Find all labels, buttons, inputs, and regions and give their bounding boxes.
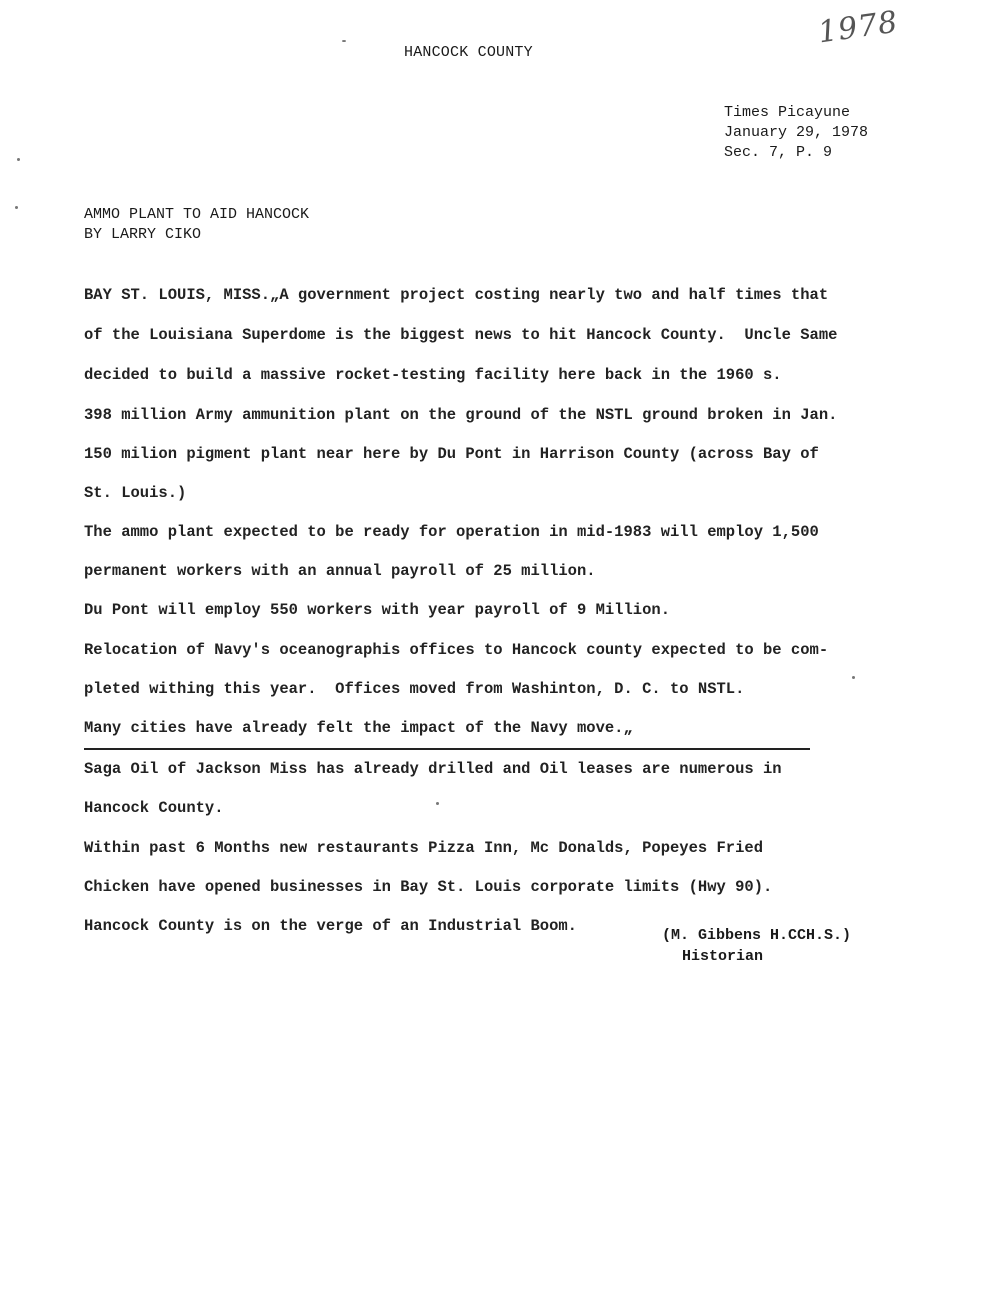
body-line: St. Louis.)	[84, 484, 187, 502]
body-line: Chicken have opened businesses in Bay St. Louis corporate limits (Hwy 90).	[84, 878, 773, 896]
body-line: The ammo plant expected to be ready for operation in mid-1983 will employ 1,500	[84, 523, 819, 541]
page-title: HANCOCK COUNTY	[404, 44, 533, 61]
article-byline: BY LARRY CIKO	[84, 226, 202, 243]
body-line: Within past 6 Months new restaurants Pizza Inn, Mc Donalds, Popeyes Fried	[84, 839, 764, 857]
body-line: Saga Oil of Jackson Miss has already drilled and Oil leases are numerous in	[84, 760, 782, 778]
body-line: Du Pont will employ 550 workers with year payroll of 9 Million.	[84, 601, 670, 619]
signature-name: (M. Gibbens H.CCH.S.)	[662, 927, 852, 944]
body-line: Many cities have already felt the impact of the Navy move.„	[84, 719, 633, 737]
body-line: Hancock County is on the verge of an Industrial Boom.	[84, 917, 577, 935]
body-line: pleted withing this year. Offices moved from Washinton, D. C. to NSTL.	[84, 680, 745, 698]
horizontal-rule	[84, 748, 810, 750]
body-line: BAY ST. LOUIS, MISS.„A government project costing nearly two and half times that	[84, 286, 829, 304]
body-line: decided to build a massive rocket-testing facility here back in the 1960 s.	[84, 366, 782, 384]
article-headline: AMMO PLANT TO AID HANCOCK	[84, 206, 310, 223]
scan-speck	[15, 206, 18, 209]
scan-speck	[342, 40, 346, 42]
scan-speck	[17, 158, 20, 161]
body-line: of the Louisiana Superdome is the biggest news to hit Hancock County. Uncle Same	[84, 326, 838, 344]
body-line: 398 million Army ammunition plant on the ground of the NSTL ground broken in Jan.	[84, 406, 838, 424]
body-line: Relocation of Navy's oceanographis offices to Hancock county expected to be com-	[84, 641, 829, 659]
body-line: permanent workers with an annual payroll of 25 million.	[84, 562, 596, 580]
body-line: Hancock County.	[84, 799, 224, 817]
signature-title: Historian	[682, 948, 764, 965]
scan-speck	[852, 676, 855, 679]
body-line: 150 milion pigment plant near here by Du Pont in Harrison County (across Bay of	[84, 445, 819, 463]
source-section: Sec. 7, P. 9	[724, 144, 833, 161]
source-publication: Times Picayune	[724, 104, 851, 121]
source-date: January 29, 1978	[724, 124, 869, 141]
handwritten-year-annotation: 1978	[815, 4, 901, 51]
scan-speck	[436, 802, 439, 805]
